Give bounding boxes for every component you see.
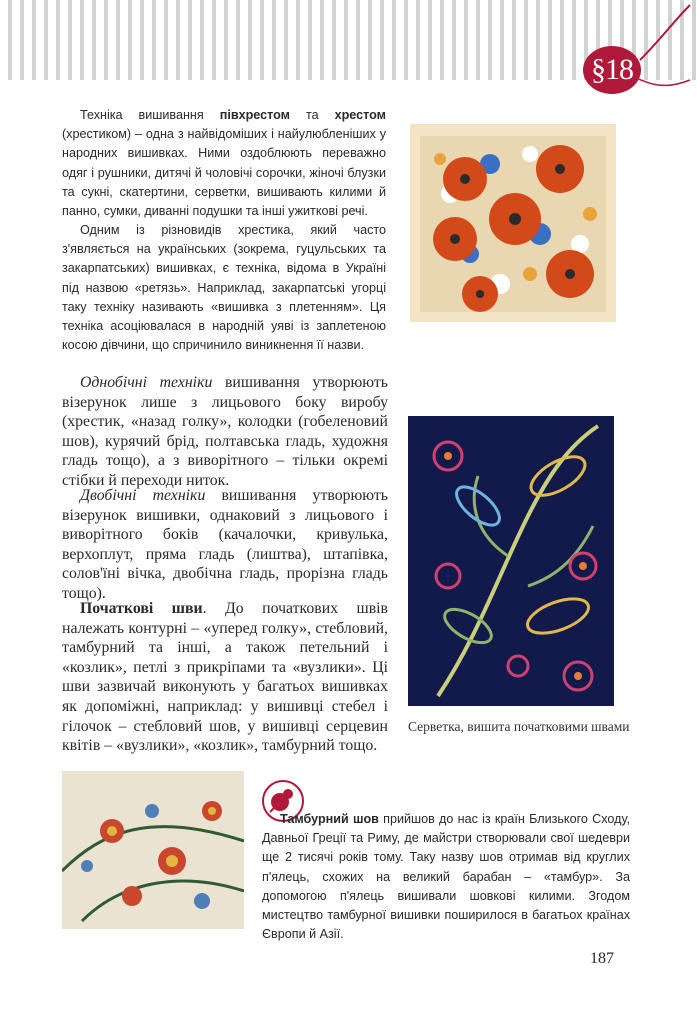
embroidery-image	[62, 771, 244, 929]
paragraph-2: Одним із різновидів хрестика, який часто з'являється на українських (зокрема, гуцульських та закарпатських) вишивках, є техніка, відома в Україні під назвою «ретязь». Наприклад, закарпатські угорці таку техніку називають «вишивка з плетенням». Ця техніка асоціювалася в народній уяві із заплетеною косою дівчини, що спричинило виникнення її назви.	[62, 223, 386, 353]
section-badge: §18	[583, 46, 641, 94]
info-paragraph: Тамбурний шов прийшов до нас із країн Близького Сходу, Давньої Греції та Риму, де майстри створювали свої шедеври ще 2 тисячі років тому. Таку назву шов отримав від круглих п'ялець, схожих на великий барабан – «тамбур». За допомогою п'ялець вишивали шовкові килими. Згодом мистецтво тамбурної вишивки поширилося в багатьох країнах Європи й Азії.	[262, 812, 630, 942]
napkin-caption: Серветка, вишита початковими швами	[408, 719, 630, 734]
paragraph-4: Двобічні техніки вишивання утворюють візерунок вишивки, однаковий з лицьового і виворітного боків (качалочки, кривулька, верхоплут, пряма гладь (лиштва), штапівка, солов'їні вічка, двобічна гладь, прорізна гладь тощо).	[62, 487, 388, 602]
pillow-image	[410, 124, 616, 322]
paragraph-1: Техніка вишивання півхрестом та хрестом (хрестиком) – одна з найвідоміших і найулюбленіших у народних вишивках. Ними оздоблюють переважно одяг і рушники, дитячі й чоловічі сорочки, жіночі блузки та сукні, скатертини, серветки, вишивають килими й панно, сумки, диванні подушки та інші ужиткові речі.	[62, 108, 386, 219]
page-number: 187	[590, 950, 614, 967]
paragraph-3: Однобічні техніки вишивання утворюють візерунок лише з лицьового боку виробу (хрестик, «назад голку», колодки (гобеленовий шов), курячий брід, полтавська гладь, художня гладь тощо), а з виворітного – тільки окремі стібки й переходи ниток.	[62, 374, 388, 489]
paragraph-5: Початкові шви. До початкових швів належать контурні – «уперед голку», стебловий, тамбурний та інші, а також петельний і «козлик», петлі з прикріпами та «вузлики». Ці шви зазвичай виконують у багатьох вишивках як допоміжні, наприклад: у вишивці стебел і гілочок – стебловий шов, у вишивці серцевин квітів – «вузлики», «козлик», тамбурний тощо.	[62, 600, 389, 755]
napkin-image	[408, 416, 614, 706]
